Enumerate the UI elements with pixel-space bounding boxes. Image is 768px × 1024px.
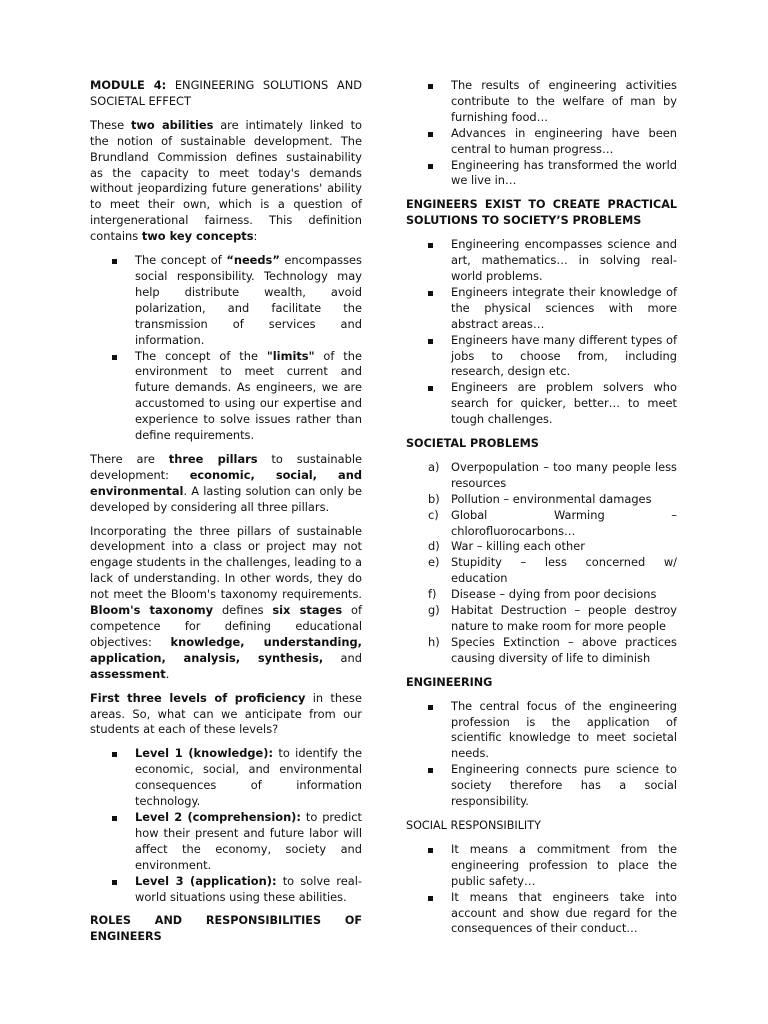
proficiency-paragraph (90, 691, 362, 739)
list-item: Engineers integrate their knowledge of the physical sciences with more abstract areas… (451, 284, 677, 331)
list-item (135, 874, 362, 906)
list-item: It means that engineers take into account and show due regard for the consequences of their conduct… (451, 889, 677, 936)
societal-heading: SOCIETAL PROBLEMS (406, 437, 539, 451)
list-text: War – killing each other (451, 539, 585, 554)
list-item (135, 253, 362, 348)
list-text: Stupidity – less concerned w/ education (451, 555, 677, 586)
list-item: The results of engineering activities contribute to the welfare of man by furnishing food… (451, 78, 677, 124)
list-marker: c) (428, 507, 439, 522)
list-text: Global Warming – chlorofluorocarbons… (451, 507, 677, 538)
exist-heading: ENGINEERS EXIST TO CREATE PRACTICAL SOLUTIONS TO SOCIETY’S PROBLEMS (406, 198, 677, 228)
concepts-list (90, 253, 362, 444)
intro-paragraph (90, 118, 362, 245)
list-item (428, 634, 677, 667)
list-item (135, 349, 362, 444)
social-list (406, 842, 677, 937)
list-item: Advances in engineering have been central to human progress… (451, 125, 677, 156)
right-column (406, 78, 677, 945)
list-item: Engineering has transformed the world we live in… (451, 157, 677, 188)
left-column (90, 78, 362, 953)
text-run: There are (90, 451, 169, 466)
text-run: and (323, 650, 362, 665)
list-item: Engineering encompasses science and art, mathematics… in solving real-world problems. (451, 237, 677, 283)
roles-list (406, 78, 677, 189)
list-marker: d) (428, 539, 440, 554)
list-text: Overpopulation – too many people less resources (451, 459, 677, 490)
list-marker: e) (428, 555, 440, 570)
bold-run: two key concepts (141, 229, 254, 244)
list-item (428, 507, 677, 540)
module-heading (90, 78, 362, 110)
societal-list (406, 460, 677, 667)
list-text: Species Extinction – above practices causing diversity of life to diminish (451, 634, 677, 665)
list-text: Pollution – environmental damages (451, 491, 652, 506)
text-run: : (253, 229, 258, 244)
bold-run: Level 1 (knowledge): (135, 746, 274, 761)
list-marker: a) (428, 459, 440, 474)
engineering-list (406, 699, 677, 810)
text-run: Incorporating the three pillars of sustainable development into a class or project may not engage students in the challenges, leading to a lack of understanding. In other words, they do not meet the Bloom's taxonomy requirements. (90, 523, 362, 602)
text-run: encompasses social responsibility. Technology may help distribute wealth, avoid polarization, and facilitate the transmission of services and information. (135, 253, 362, 347)
pillars-paragraph (90, 452, 362, 516)
list-marker: h) (428, 634, 440, 649)
text-run: defines (213, 603, 273, 618)
list-item: The central focus of the engineering profession is the application of scientific knowledge to meet societal needs. (451, 698, 677, 761)
bold-run: knowledge, understanding, application, analysis, synthesis, (90, 634, 362, 665)
bold-run: "limits" (266, 348, 315, 363)
text-run: to identify the economic, social, and environmental consequences of information technology. (135, 746, 362, 809)
text-run: The concept of (135, 253, 227, 268)
text-run: of the environment to meet current and future demands. As engineers, we are accustomed to using our expertise and experience to solve issues rather than define requirements. (135, 348, 362, 443)
bold-run: “needs” (226, 253, 280, 268)
list-item (428, 459, 677, 492)
text-run: are intimately linked to the notion of sustainable development. The Brundland Commission defines sustainability as the capacity to meet today's demands without jeopardizing future generations' ability to meet their own, which is a question of intergenerational fairness. This definition contains (90, 117, 362, 244)
list-marker: g) (428, 603, 440, 618)
levels-list (90, 746, 362, 905)
social-heading: SOCIAL RESPONSIBILITY (406, 818, 541, 832)
text-run: to predict how their present and future labor will affect the economy, society and environment. (135, 809, 362, 872)
bold-run: three pillars (168, 451, 258, 466)
text-run: to sustainable development: (90, 451, 362, 482)
list-item (135, 810, 362, 874)
bold-run: First three levels of proficiency (90, 690, 306, 705)
list-item: Engineers are problem solvers who search for quicker, better… to meet tough challenges. (451, 380, 677, 427)
list-item (428, 539, 677, 555)
list-text: Disease – dying from poor decisions (451, 587, 657, 602)
exist-list (406, 237, 677, 428)
text-run: of competence for defining educational objectives: (90, 603, 362, 649)
list-item (135, 746, 362, 810)
text-run: to solve real-world situations using these abilities. (135, 873, 363, 904)
text-run: . (165, 666, 170, 681)
text-run: in these areas. So, what can we anticipate from our students at each of these levels? (90, 690, 363, 737)
module-label: MODULE 4: (90, 78, 167, 92)
list-item: Engineering connects pure science to society therefore has a social responsibility. (451, 762, 677, 809)
engineering-heading: ENGINEERING (406, 675, 493, 689)
bold-run: economic, social, and environmental (90, 467, 362, 498)
bold-run: assessment (90, 666, 166, 681)
list-text: Habitat Destruction – people destroy nature to make room for more people (451, 603, 677, 633)
list-marker: b) (428, 491, 440, 506)
list-item (428, 555, 677, 587)
list-item (428, 603, 677, 635)
text-run: . A lasting solution can only be developed by considering all three pillars. (90, 483, 362, 514)
list-item (428, 587, 677, 603)
list-item: Engineers have many different types of jobs to choose from, including research, design etc. (451, 332, 677, 379)
bloom-paragraph (90, 524, 362, 683)
module-title: ENGINEERING SOLUTIONS AND SOCIETAL EFFECT (90, 78, 362, 108)
list-marker: f) (428, 587, 437, 602)
bold-run: Level 2 (comprehension): (135, 809, 301, 824)
bold-run: Level 3 (application): (135, 873, 277, 888)
bold-run: two abilities (130, 117, 214, 132)
list-item (428, 491, 677, 508)
bold-run: six stages (272, 603, 343, 618)
list-item: It means a commitment from the engineering profession to place the public safety… (451, 841, 677, 888)
text-run: These (90, 117, 131, 132)
roles-heading: ROLES AND RESPONSIBILITIES OF ENGINEERS (90, 914, 362, 944)
bold-run: Bloom's taxonomy (90, 603, 214, 618)
text-run: The concept of the (135, 348, 267, 363)
